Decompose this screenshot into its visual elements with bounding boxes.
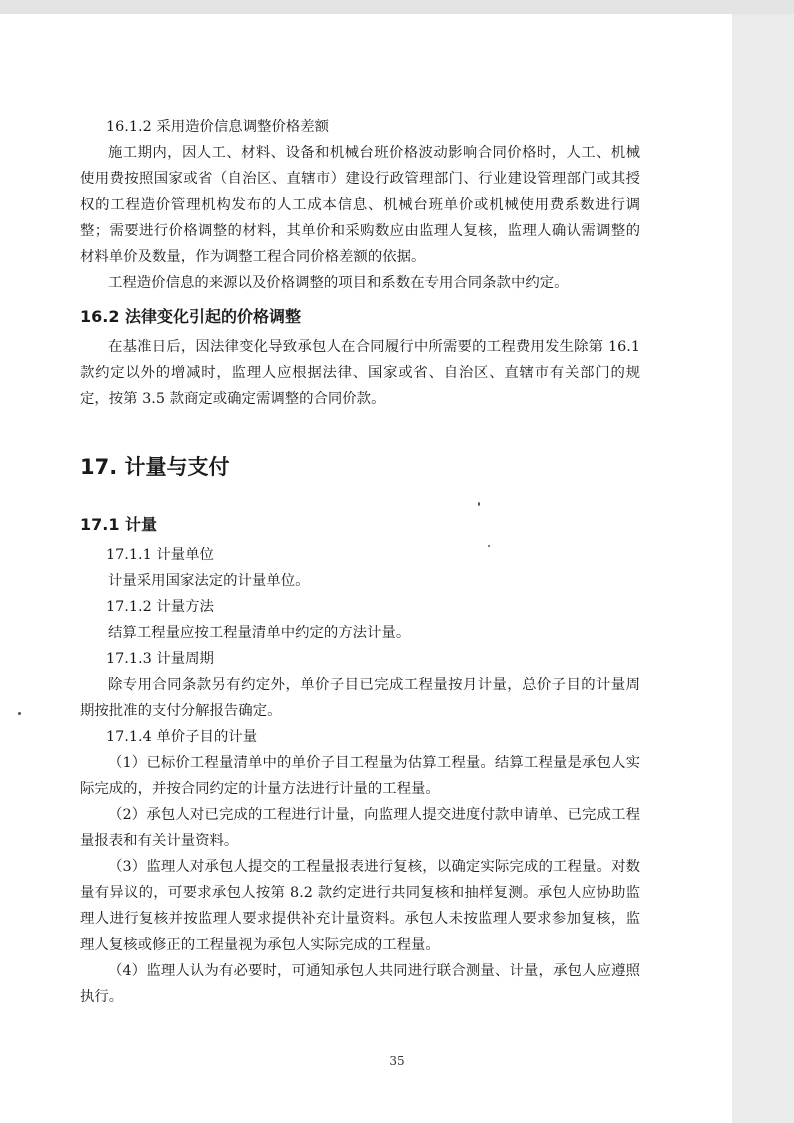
section-heading-17-1: 17.1 计量 [80, 515, 158, 534]
scan-edge-shadow [732, 0, 794, 1123]
page-number: 35 [389, 1054, 405, 1068]
scan-top-shadow [0, 0, 794, 14]
clause-paragraph: 施工期内，因人工、材料、设备和机械台班价格波动影响合同价格时，人工、机械使用费按照国家或省（自治区、直辖市）建设行政管理部门、行业建设管理部门或其授权的工程造价管理机构发布的人工成本信息、机械台班单价或机械使用费系数进行调整；需要进行价格调整的材料，其单价和采购数应由监理人复核，监理人确认需调整的材料单价及数量，作为调整工程合同价格差额的依据。 [80, 145, 640, 265]
list-item: （2）承包人对已完成的工程进行计量，向监理人提交进度付款申请单、已完成工程量报表和有关计量资料。 [80, 807, 640, 849]
clause-paragraph: 在基准日后，因法律变化导致承包人在合同履行中所需要的工程费用发生除第 16.1 款约定以外的增减时，监理人应根据法律、国家或省、自治区、直辖市有关部门的规定，按第 3.5 款商定或确定需调整的合同价款。 [80, 339, 640, 407]
clause-heading-16-1-2: 16.1.2 采用造价信息调整价格差额 [106, 119, 330, 135]
clause-paragraph: 计量采用国家法定的计量单位。 [108, 573, 310, 589]
section-heading-16-2: 16.2 法律变化引起的价格调整 [80, 307, 302, 326]
list-item: （3）监理人对承包人提交的工程量报表进行复核，以确定实际完成的工程量。对数量有异议的，可要求承包人按第 8.2 款约定进行共同复核和抽样复测。承包人应协助监理人进行复核并按监理人要求提供补充计量资料。承包人未按监理人要求参加复核，监理人复核或修正的工程量视为承包人实际完成的工程量。 [80, 859, 640, 953]
clause-heading-17-1-3: 17.1.3 计量周期 [106, 651, 214, 667]
list-item: （4）监理人认为有必要时，可通知承包人共同进行联合测量、计量，承包人应遵照执行。 [80, 963, 640, 1005]
clause-heading-17-1-2: 17.1.2 计量方法 [106, 599, 214, 615]
scan-speck [18, 712, 21, 715]
scan-speck [478, 502, 480, 506]
scan-speck [488, 545, 490, 547]
clause-heading-17-1-4: 17.1.4 单价子目的计量 [106, 729, 258, 745]
clause-heading-17-1-1: 17.1.1 计量单位 [106, 547, 214, 563]
page-content [80, 114, 640, 1010]
clause-paragraph: 结算工程量应按工程量清单中约定的方法计量。 [108, 625, 411, 641]
chapter-heading-17: 17. 计量与支付 [80, 455, 230, 479]
list-item: （1）已标价工程量清单中的单价子目工程量为估算工程量。结算工程量是承包人实际完成的，并按合同约定的计量方法进行计量的工程量。 [80, 755, 640, 797]
clause-paragraph: 工程造价信息的来源以及价格调整的项目和系数在专用合同条款中约定。 [108, 275, 569, 291]
clause-paragraph: 除专用合同条款另有约定外，单价子目已完成工程量按月计量，总价子目的计量周期按批准的支付分解报告确定。 [80, 677, 640, 719]
